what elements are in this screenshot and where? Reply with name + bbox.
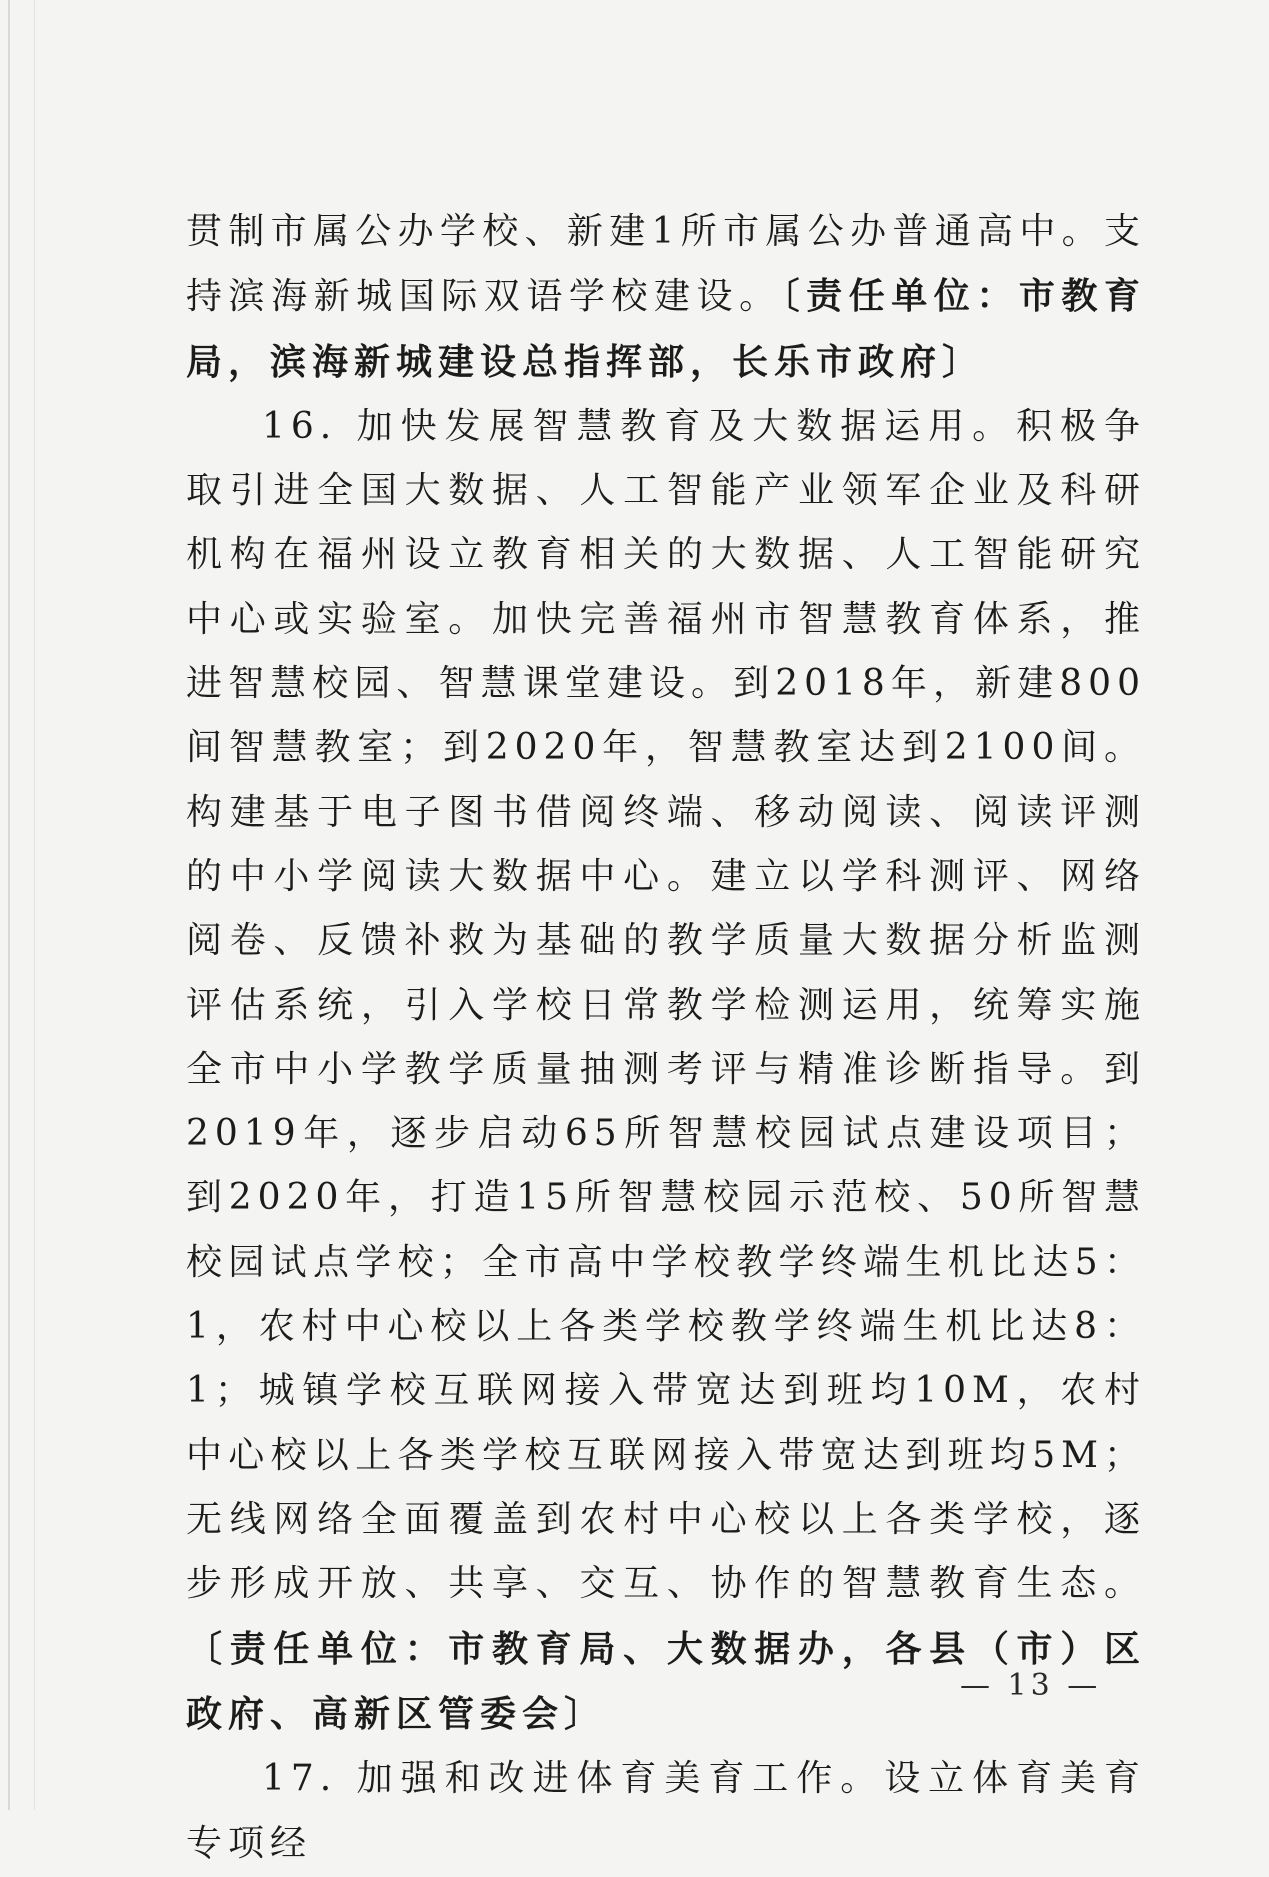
paragraph-text: 贯制市属公办学校、新建1所市属公办普通高中。支持滨海新城国际双语学校建设。 — [186, 211, 1146, 318]
paragraph-item-16 — [186, 395, 1146, 1747]
page-binding-edge — [8, 0, 10, 1810]
page-binding-shadow — [34, 0, 35, 1810]
document-body — [186, 200, 1146, 1877]
responsible-units: 〔责任单位：市教育局、大数据办，各县（市）区政府、高新区管委会〕 — [186, 1627, 1146, 1735]
paragraph-item-17 — [186, 1747, 1146, 1877]
paragraph-text: 17. 加强和改进体育美育工作。设立体育美育专项经 — [186, 1758, 1146, 1865]
paragraph-continuation — [186, 200, 1146, 395]
responsible-units: 〔责任单位：市教育局，滨海新城建设总指挥部，长乐市政府〕 — [186, 275, 1146, 383]
page-number: — 13 — — [960, 1668, 1102, 1703]
paragraph-text: 16. 加快发展智慧教育及大数据运用。积极争取引进全国大数据、人工智能产业领军企业及科研机构在福州设立教育相关的大数据、人工智能研究中心或实验室。加快完善福州市智慧教育体系，推进智慧校园、智慧课堂建设。到2018年，新建800间智慧教室；到2020年，智慧教室达到2100间。构建基于电子图书借阅终端、移动阅读、阅读评测的中小学阅读大数据中心。建立以学科测评、网络阅卷、反馈补救为基础的教学质量大数据分析监测评估系统，引入学校日常教学检测运用，统筹实施全市中小学教学质量抽测考评与精准诊断指导。到2019年，逐步启动65所智慧校园试点建设项目；到2020年，打造15所智慧校园示范校、50所智慧校园试点学校；全市高中学校教学终端生机比达5：1，农村中心校以上各类学校教学终端生机比达8：1；城镇学校互联网接入带宽达到班均10M，农村中心校以上各类学校互联网接入带宽达到班均5M；无线网络全面覆盖到农村中心校以上各类学校，逐步形成开放、共享、交互、协作的智慧教育生态。 — [186, 405, 1146, 1605]
